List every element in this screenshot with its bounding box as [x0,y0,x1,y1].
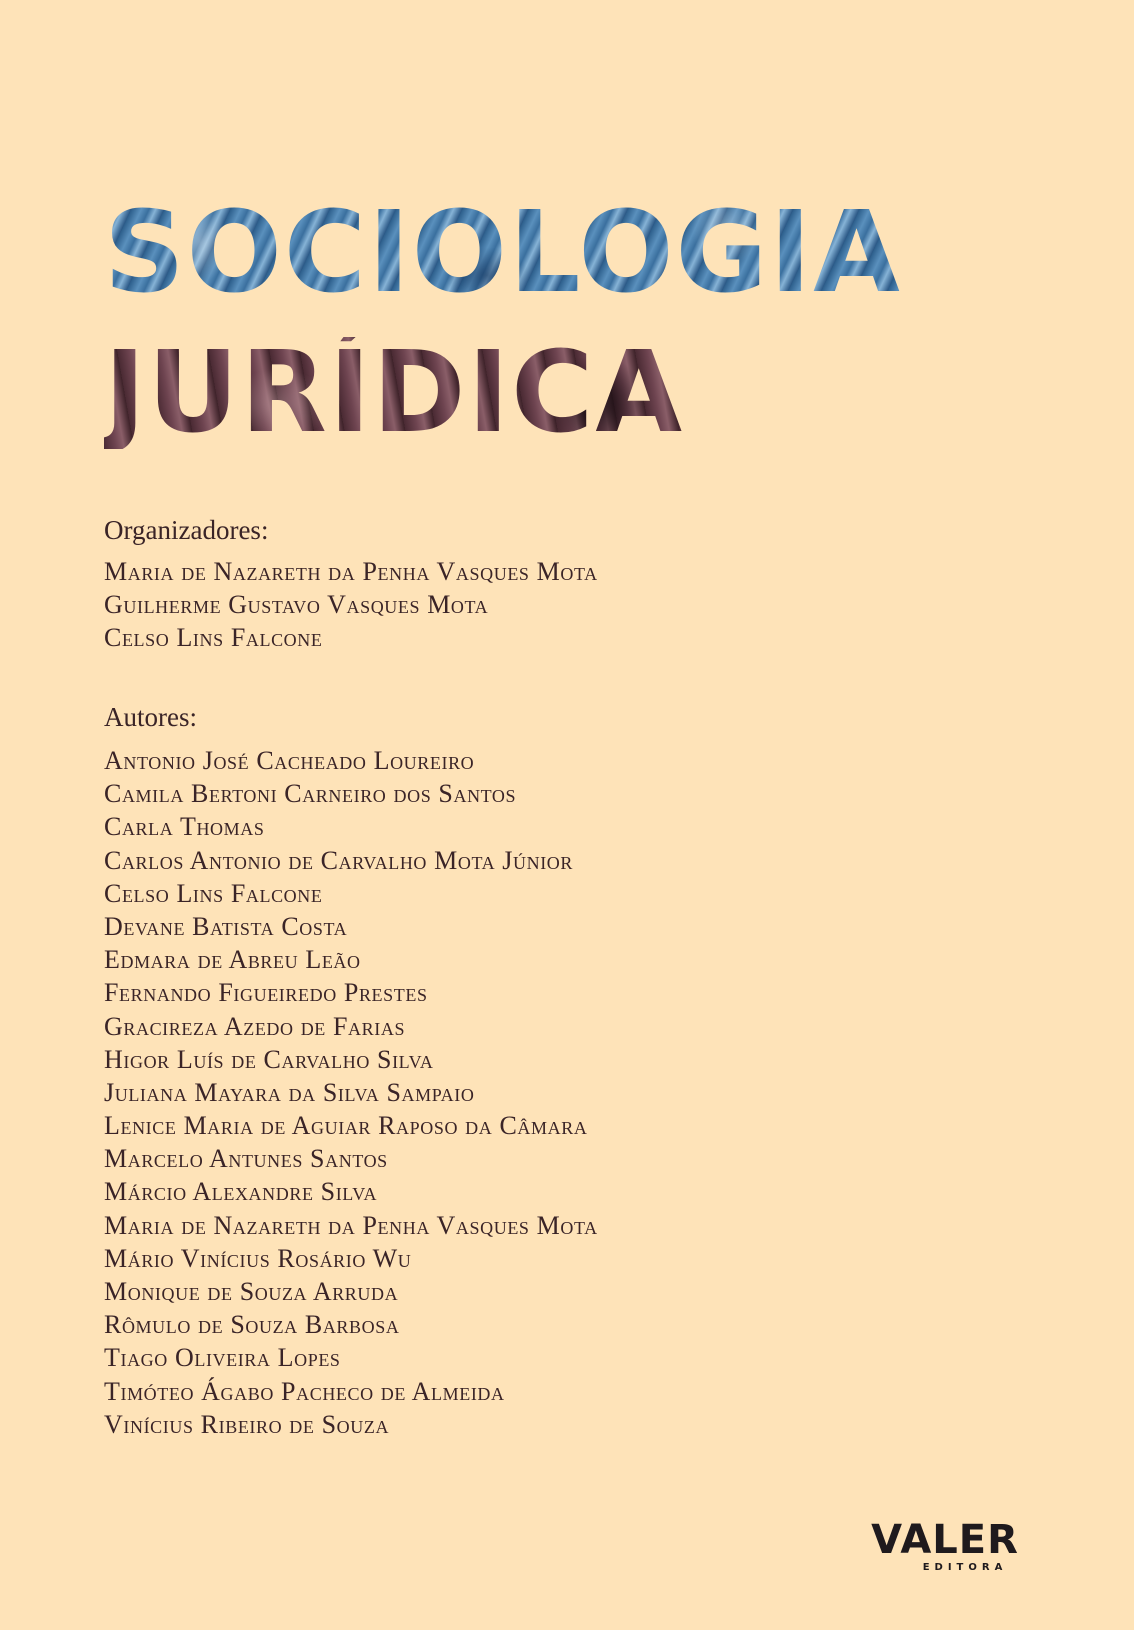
author-name: Devane Batista Costa [104,911,348,941]
organizer-name: Celso Lins Falcone [104,623,323,652]
authors-list [104,744,598,1441]
author-name: Celso Lins Falcone [104,878,323,908]
author-name: Higor Luís de Carvalho Silva [104,1044,434,1074]
author-name: Carla Thomas [104,812,265,842]
title-line-2: JURÍDICA [104,328,685,459]
publisher-subtitle: EDITORA [922,1562,1008,1573]
author-name: Marcelo Antunes Santos [104,1144,388,1174]
author-name: Fernando Figueiredo Prestes [104,978,428,1008]
author-name: Márcio Alexandre Silva [104,1177,378,1207]
organizers-list [104,555,598,654]
author-name: Tiago Oliveira Lopes [104,1343,341,1373]
organizer-name: Guilherme Gustavo Vasques Mota [104,590,489,619]
author-name: Maria de Nazareth da Penha Vasques Mota [104,1210,598,1240]
publisher-name: VALER [871,1517,1019,1563]
authors-label: Autores: [104,702,197,732]
author-name: Juliana Mayara da Silva Sampaio [104,1077,475,1107]
title-line-1: SOCIOLOGIA [104,188,902,319]
author-name: Vinícius Ribeiro de Souza [104,1409,390,1439]
author-name: Antonio José Cacheado Loureiro [104,746,475,775]
author-name: Monique de Souza Arruda [104,1277,399,1306]
author-name: Carlos Antonio de Carvalho Mota Júnior [104,845,574,875]
author-name: Rômulo de Souza Barbosa [104,1310,400,1340]
author-name: Edmara de Abreu Leão [104,945,361,975]
author-name: Timóteo Ágabo Pacheco de Almeida [104,1376,505,1406]
organizers-label: Organizadores: [104,515,269,545]
organizer-name: Maria de Nazareth da Penha Vasques Mota [104,557,598,586]
author-name: Camila Bertoni Carneiro dos Santos [104,779,517,809]
author-name: Lenice Maria de Aguiar Raposo da Câmara [104,1111,588,1141]
publisher-logo [870,1517,1020,1573]
author-name: Mário Vinícius Rosário Wu [104,1243,412,1273]
author-name: Gracireza Azedo de Farias [104,1011,406,1041]
